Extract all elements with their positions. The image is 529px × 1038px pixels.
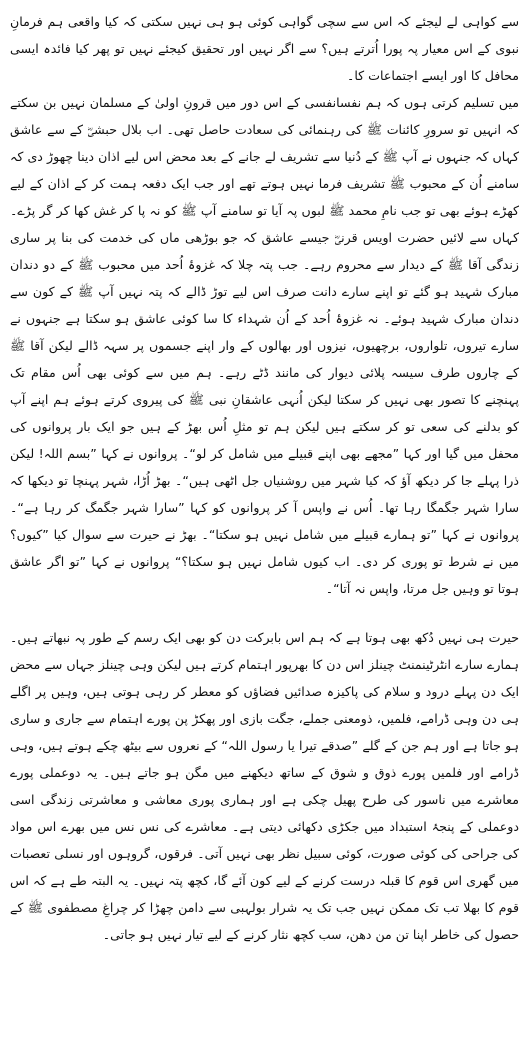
paragraph-2: میں تسلیم کرتی ہوں کہ ہم نفسانفسی کے اس دور میں قرونِ اولیٰ کے مسلمان نہیں بن سکتے کہ انہیں تو سرورِ کائنات ﷺ کی رہنمائی کی سعادت حاصل تھی۔ اب بلال حبشیؓ کے سے عاشق کہاں کہ جنہوں نے آپ ﷺ کے دُنیا سے تشریف لے جانے کے بعد محض اس لیے اذان دینا چھوڑ دی کہ سامنے اُن کے محبوب ﷺ تشریف فرما نہیں ہوتے تھے اور جب ایک دفعہ ہمت کر کے اذان کے لیے کھڑے ہوئے بھی تو جب نامِ محمد ﷺ لبوں پہ آیا تو سامنے آپ ﷺ کو نہ پا کر غش کھا کر گر پڑے۔ کہاں سے لائیں حضرت اویس قرنیؓ جیسے عاشق کہ جو بوڑھی ماں کی خدمت کی بنا پر ساری زندگی آقا ﷺ کے دیدار سے محروم رہے۔ جب پتہ چلا کہ غزوۂ اُحد میں محبوب ﷺ کے دو دندان مبارک شہید ہو گئے تو اپنے سارے دانت صرف اس لیے توڑ ڈالے کہ پتہ نہیں آپ ﷺ کے کون سے دندان مبارک شہید ہوئے۔ نہ غزوۂ اُحد کے اُن شہداء کا سا کوئی عاشق ہو سکتا ہے جنہوں نے سارے تیروں، تلواروں، برچھیوں، نیزوں اور بھالوں کے وار اپنے جسموں پر سہہ ڈالے لیکن آقا ﷺ کے چاروں طرف سیسہ پلائی دیوار کی مانند ڈٹے رہے۔ ہم میں سے کوئی بھی اُس مقام تک پہنچنے کا تصور بھی نہیں کر سکتا لیکن اُنہی عاشقانِ نبی ﷺ کی پیروی کرتے ہوئے ہم اپنے آپ کو بدلنے کی سعی تو کر سکتے ہیں لیکن ہم تو مثلِ اُس بھڑ کے ہیں جو ایک بار پروانوں کی محفل میں گیا اور کہا ”مجھے بھی اپنے قبیلے میں شامل کر لو“۔ پروانوں نے کہا ”بسم اللہ! لیکن ذرا پہلے جا کر دیکھ آؤ کہ کیا شہر میں روشنیاں جل اٹھی ہیں“۔ بھڑ اُڑا، شہر پہنچا تو دیکھا کہ سارا شہر جگمگا رہا تھا۔ اُس نے واپس آ کر پروانوں کو کہا ”سارا شہر جگمگ کر رہا ہے“۔ پروانوں نے کہا ”تو ہمارے قبیلے میں شامل نہیں ہو سکتا“۔ بھڑ نے حیرت سے سوال کیا ”کیوں؟ میں نے شرط تو پوری کر دی۔ اب کیوں شامل نہیں ہو سکتا؟“ پروانوں نے کہا ”تو اگر عاشق ہوتا تو وہیں جل مرتا، واپس نہ آتا“۔ (10, 95, 519, 596)
paragraph-spacer (10, 602, 519, 624)
paragraph-3: حیرت ہی نہیں دُکھ بھی ہوتا ہے کہ ہم اس بابرکت دن کو بھی ایک رسم کے طور پہ نبھاتے ہیں۔ ہمارے سارے انٹرٹینمنٹ چینلز اس دن کا بھرپور اہتمام کرتے ہیں لیکن وہی چینلز جہاں سے محض ایک دن پہلے درود و سلام کی پاکیزہ صدائیں فضاؤں کو معطر کر رہی ہوتی ہیں، وہیں پر اگلے ہی دن وہی ڈرامے، فلمیں، ذومعنی جملے، جگت بازی اور پھکڑ پن پورے اہتمام سے جاری و ساری ہو جاتا ہے اور ہم جن کے گلے ”صدقے تیرا یا رسول اللہ“ کے نعروں سے بیٹھ چکے ہوتے ہیں، وہی ڈرامے اور فلمیں پورے ذوق و شوق کے ساتھ دیکھنے میں مگن ہو جاتے ہیں۔ یہ دوعملی پورے معاشرے میں ناسور کی طرح پھیل چکی ہے اور ہماری پوری معاشی و معاشرتی زندگی اسی دوعملی کے پنجۂ استبداد میں جکڑی دکھائی دیتی ہے۔ معاشرے کی نس نس میں بھرے اس مواد کی جراحی کی کوئی صورت، کوئی سبیل نظر بھی نہیں آتی۔ فرقوں، گروہوں اور نسلی تعصبات میں گھری اس قوم کا قبلہ درست کرنے کے لیے کون آئے گا، کچھ پتہ نہیں۔ یہ البتہ طے ہے کہ اس قوم کا بھلا تب تک ممکن نہیں جب تک یہ شرار بولہبی سے دامن چھڑا کر چراغِ مصطفوی ﷺ کے حصول کی خاطر اپنا تن من دھن، سب کچھ نثار کرنے کے لیے تیار نہیں ہو جاتی۔ (10, 630, 519, 942)
paragraph-1: سے کواہی لے لیجئے کہ اس سے سچی گواہی کوئی ہو ہی نہیں سکتی کہ کیا واقعی ہم فرمانِ نبوی کے اس معیار پہ پورا اُترتے ہیں؟ سے اگر نہیں اور تحقیق کیجئے نہیں تو پھر کیا فائدہ ایسی محافل کا اور ایسے اجتماعات کا۔ (10, 14, 519, 83)
